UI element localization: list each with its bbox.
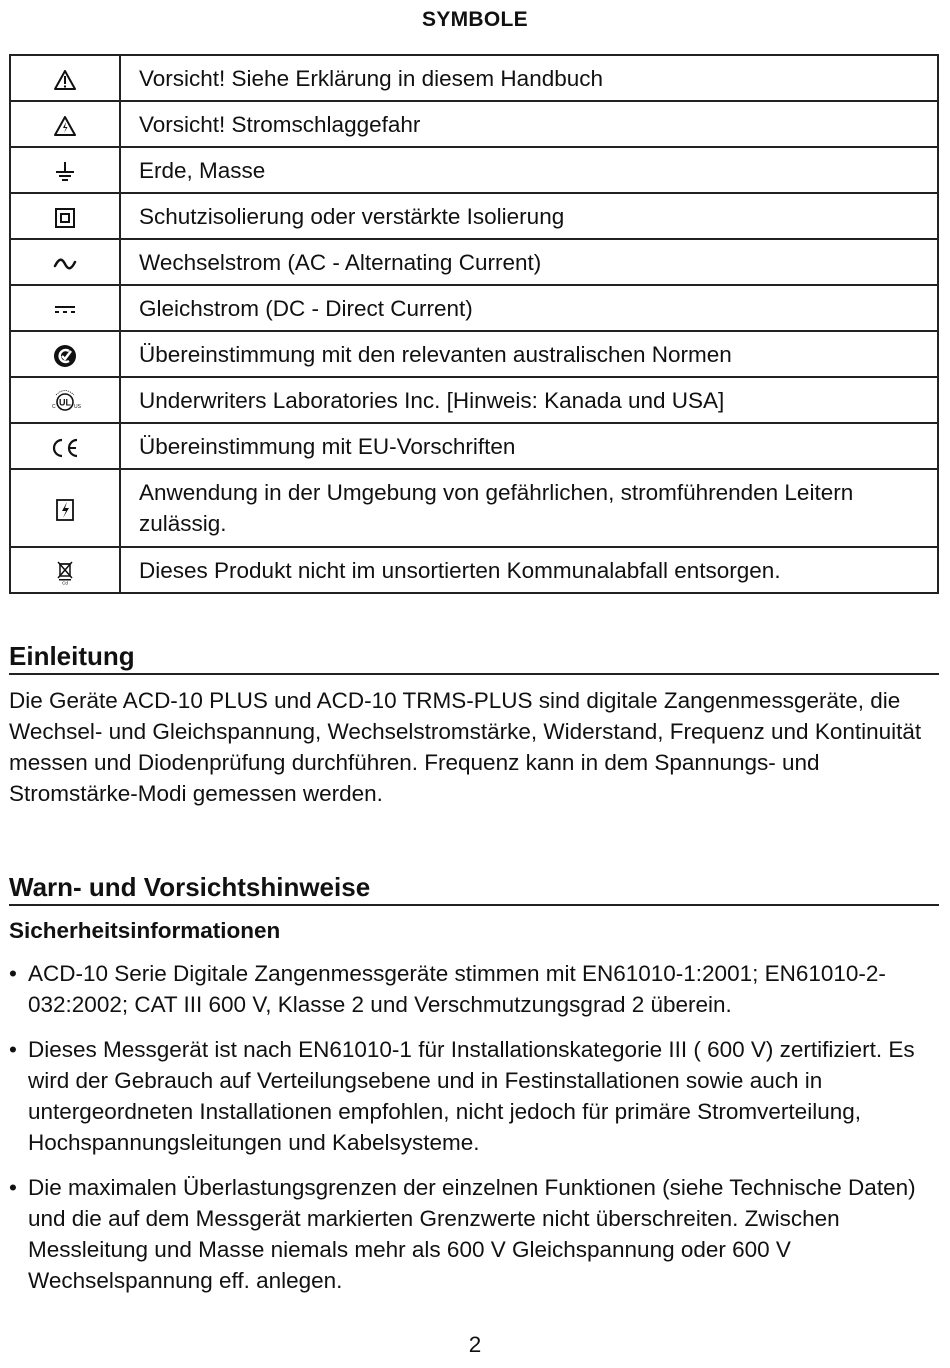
symbol-description: Wechselstrom (AC - Alternating Current): [120, 239, 938, 285]
caution-triangle-icon: [54, 70, 76, 90]
ul-classified-icon: [48, 386, 82, 416]
symbol-description: Dieses Produkt nicht im unsortierten Kommunalabfall entsorgen.: [120, 547, 938, 593]
symbol-description: Underwriters Laboratories Inc. [Hinweis: Kanada und USA]: [120, 377, 938, 423]
page-number: 2: [468, 1332, 482, 1357]
svg-text:US: US: [74, 404, 81, 411]
symbol-row: [10, 331, 938, 377]
symbol-row: [10, 239, 938, 285]
symbol-description: Schutzisolierung oder verstärkte Isolierung: [120, 193, 938, 239]
double-insulation-icon: [54, 207, 76, 229]
list-item: [9, 1172, 944, 1296]
symbol-row: [10, 193, 938, 239]
symbol-description: Übereinstimmung mit den relevanten australischen Normen: [120, 331, 938, 377]
symbol-description: Vorsicht! Stromschlaggefahr: [120, 101, 938, 147]
symbol-description: Gleichstrom (DC - Direct Current): [120, 285, 938, 331]
symbol-row: [10, 423, 938, 469]
symbol-row: [10, 285, 938, 331]
ground-icon: [54, 161, 76, 183]
svg-text:C: C: [52, 404, 56, 411]
symbol-row: [10, 147, 938, 193]
dc-icon: [53, 304, 77, 316]
ac-wave-icon: [53, 257, 77, 271]
symbol-row: [10, 377, 938, 423]
intro-heading: Einleitung: [9, 641, 939, 675]
bullet-marker: •: [9, 1175, 17, 1200]
svg-text:UL: UL: [59, 397, 71, 408]
symbol-row: [10, 101, 938, 147]
symbol-row: [10, 55, 938, 101]
symbols-title: SYMBOLE: [422, 8, 528, 31]
list-item: [9, 958, 944, 1020]
warnings-heading: Warn- und Vorsichtshinweise: [9, 872, 939, 906]
ce-mark-icon: [50, 437, 80, 459]
bullet-marker: •: [9, 961, 17, 986]
intro-paragraph: Die Geräte ACD-10 PLUS und ACD-10 TRMS-PLUS sind digitale Zangenmessgeräte, die Wechsel- und Gleichspannung, Wechselstromstärke, Widerstand, Frequenz und Kontinuität messen und Diodenprüfung durchführen. Frequenz kann in dem Spannungs- und Stromstärke-Modi gemessen werden.: [9, 688, 922, 806]
bullet-marker: •: [9, 1037, 17, 1062]
bullet-text: ACD-10 Serie Digitale Zangenmessgeräte stimmen mit EN61010-1:2001; EN61010-2- 032:2002; CAT III 600 V, Klasse 2 und Verschmutzungsgrad 2 überein.: [28, 961, 886, 1017]
bullet-text: Dieses Messgerät ist nach EN61010-1 für Installationskategorie III ( 600 V) zertifiziert. Es wird der Gebrauch auf Verteilungsebene und in Festinstallationen sowie auch in untergeordneten Installationen empfohlen, nicht jedoch für primäre Stromverteilung, Hochspannungsleitungen und Kabelsysteme.: [28, 1037, 915, 1155]
symbol-description: Erde, Masse: [120, 147, 938, 193]
weee-bin-icon: [56, 559, 74, 585]
safety-bullet-list: [9, 958, 944, 1310]
list-item: [9, 1034, 944, 1158]
svg-text:Cd: Cd: [62, 580, 68, 585]
symbols-table: [9, 54, 939, 594]
c-tick-icon: [53, 344, 77, 368]
shock-hazard-icon: [54, 116, 76, 136]
symbol-row: [10, 547, 938, 593]
bullet-text: Die maximalen Überlastungsgrenzen der einzelnen Funktionen (siehe Technische Daten) und die auf dem Messgerät markierten Grenzwerte nicht überschreiten. Zwischen Messleitung und Masse niemals mehr als 600 V Gleichspannung oder 600 V Wechselspannung eff. anlegen.: [28, 1175, 916, 1293]
symbol-description: Übereinstimmung mit EU-Vorschriften: [120, 423, 938, 469]
symbol-description: Anwendung in der Umgebung von gefährlichen, stromführenden Leitern zulässig.: [120, 469, 938, 547]
symbol-row: [10, 469, 938, 547]
hazardous-live-icon: [55, 498, 75, 522]
safety-info-subheading: Sicherheitsinformationen: [9, 918, 281, 943]
symbol-description: Vorsicht! Siehe Erklärung in diesem Handbuch: [120, 55, 938, 101]
